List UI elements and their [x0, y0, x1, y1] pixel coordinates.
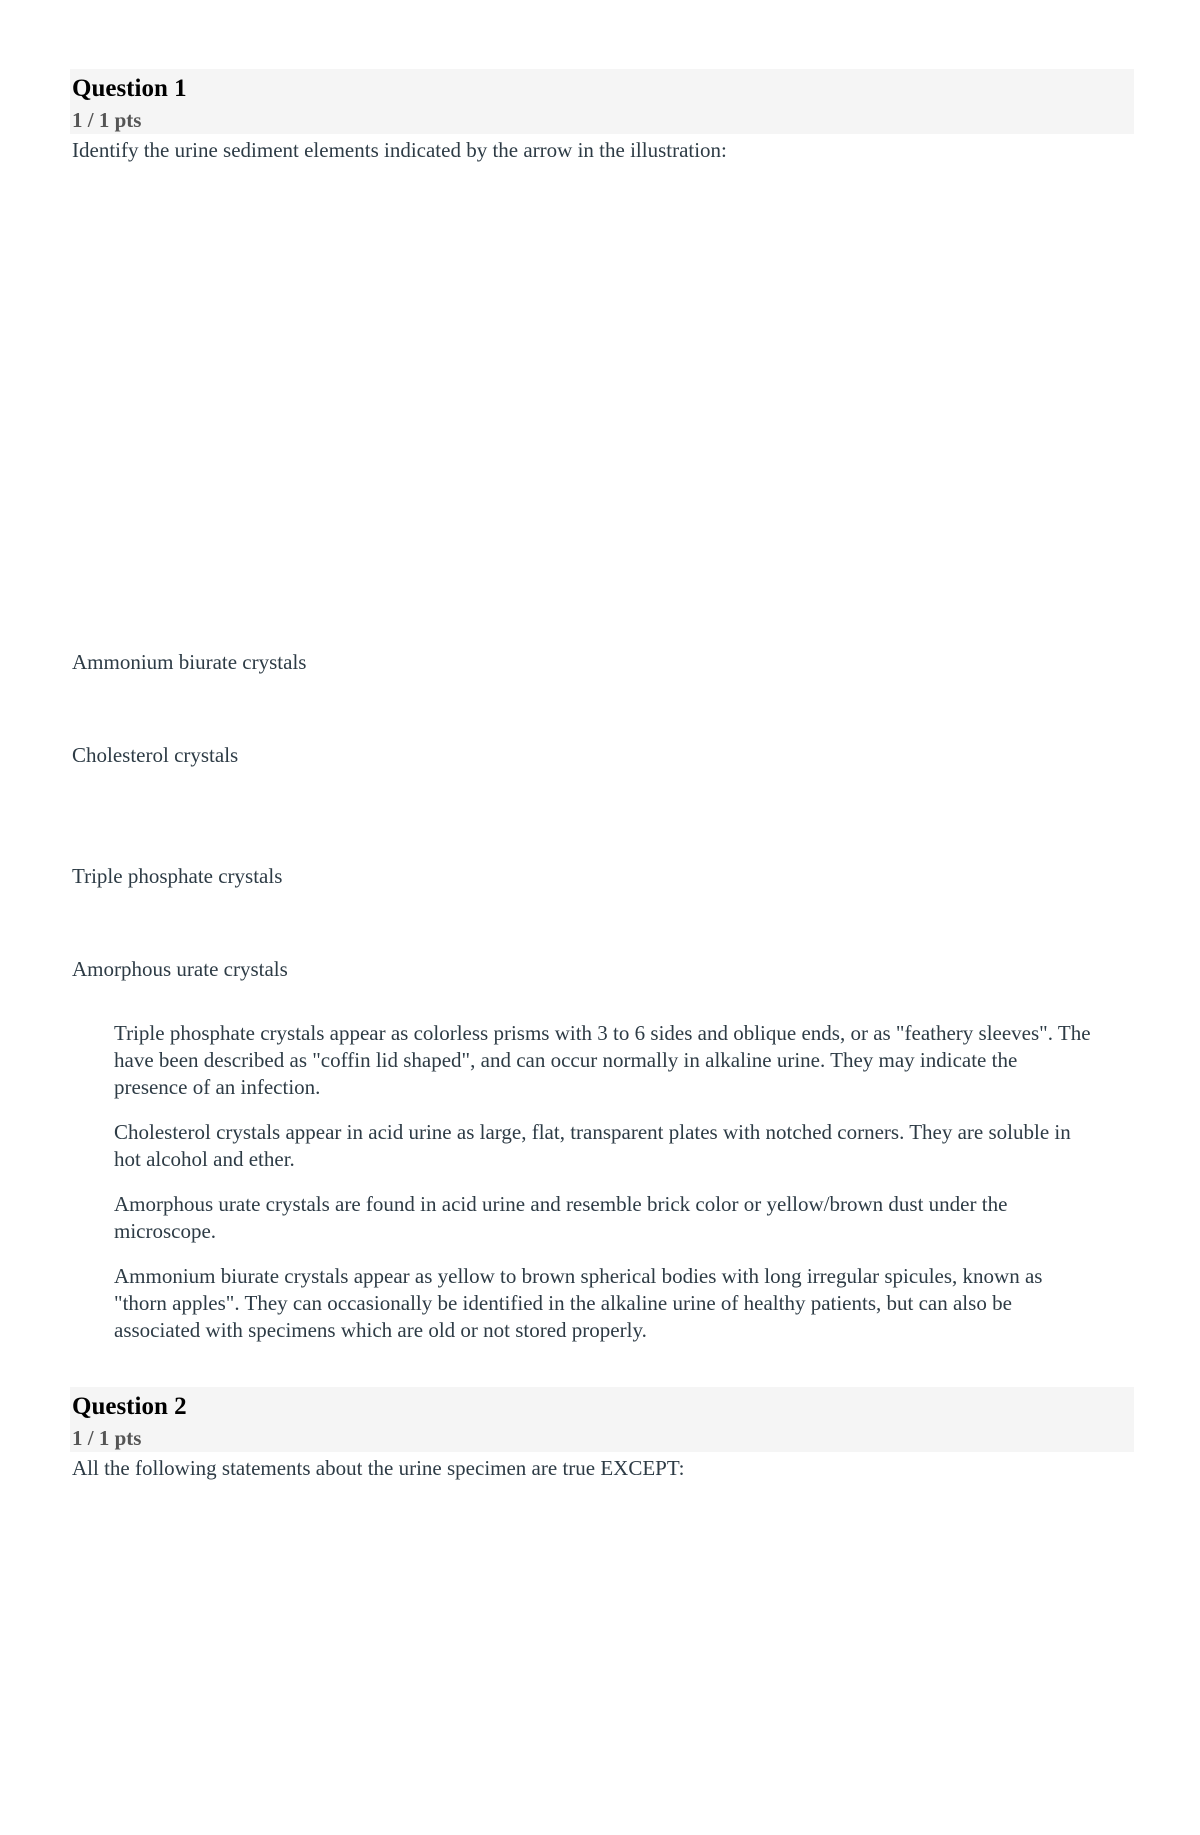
comment-cholesterol: Cholesterol crystals appear in acid urine as large, flat, transparent plates with notched corners. They are soluble in hot alcohol and ether. [114, 1120, 1071, 1171]
answer-option-3[interactable]: Triple phosphate crystals [72, 864, 283, 888]
question-1-points: 1 / 1 pts [72, 108, 142, 132]
question-2-title: Question 2 [72, 1393, 187, 1420]
question-2-image-area [72, 1490, 772, 1810]
question-1-title: Question 1 [72, 75, 187, 102]
answer-comments [114, 1020, 1094, 1362]
answer-option-1[interactable]: Ammonium biurate crystals [72, 650, 307, 674]
answer-option-4[interactable]: Amorphous urate crystals [72, 957, 288, 981]
question-2-points: 1 / 1 pts [72, 1426, 142, 1450]
question-2-header [70, 1387, 1134, 1452]
question-1-image-area [72, 170, 772, 630]
comment-ammonium-biurate: Ammonium biurate crystals appear as yellow to brown spherical bodies with long irregular spicules, known as "thorn apples". They can occasionally be identified in the alkaline urine of healthy patients, but can also be associated with specimens which are old or not stored properly. [114, 1264, 1043, 1342]
question-1-prompt: Identify the urine sediment elements indicated by the arrow in the illustration: [72, 138, 727, 162]
question-1-header [70, 69, 1134, 134]
answer-option-2[interactable]: Cholesterol crystals [72, 743, 239, 767]
comment-amorphous-urate: Amorphous urate crystals are found in acid urine and resemble brick color or yellow/brown dust under the microscope. [114, 1192, 1008, 1243]
comment-triple-phosphate: Triple phosphate crystals appear as colorless prisms with 3 to 6 sides and oblique ends, or as "feathery sleeves". The have been described as "coffin lid shaped", and can occur normally in alkaline urine. They may indicate the presence of an infection. [114, 1021, 1091, 1099]
question-2-prompt: All the following statements about the urine specimen are true EXCEPT: [72, 1456, 685, 1480]
